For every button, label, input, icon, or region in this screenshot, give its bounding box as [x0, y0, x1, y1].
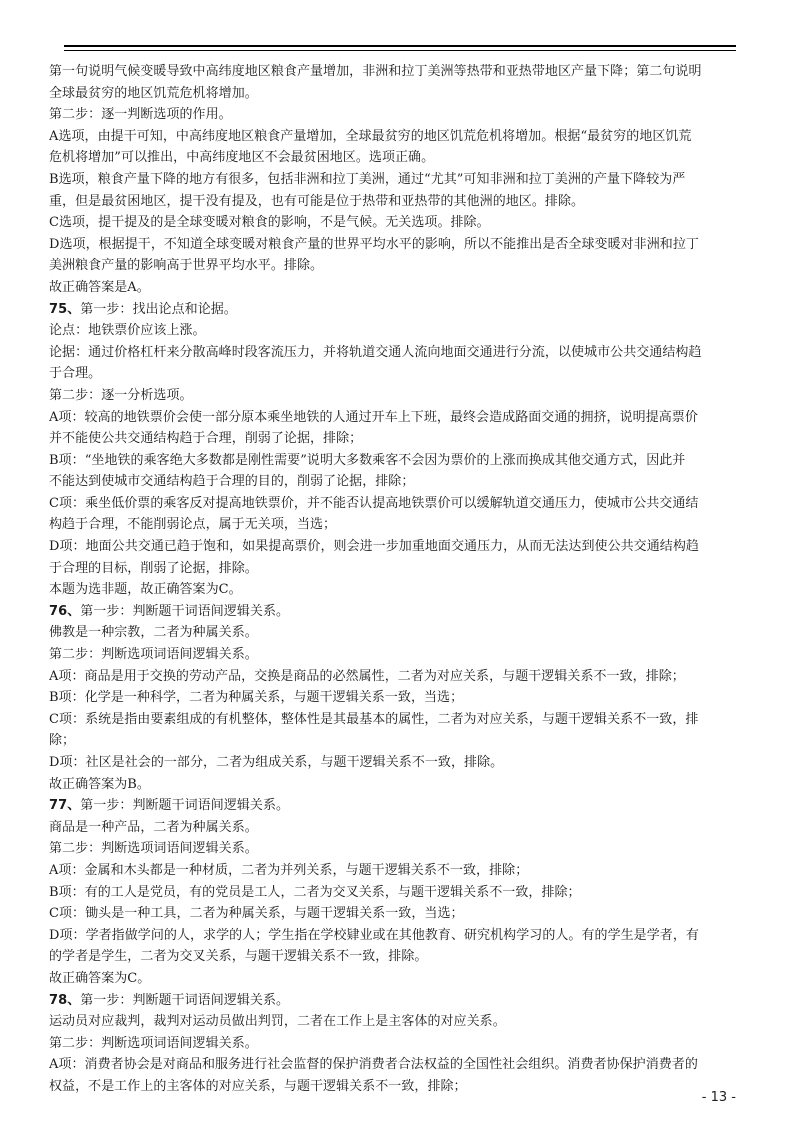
text-line: 的学者是学生，二者为交叉关系，与题干逻辑关系不一致，排除。	[49, 949, 428, 965]
text-line: A项：商品是用于交换的劳动产品，交换是商品的必然属性，二者为对应关系，与题干逻辑关系不一致，排除；	[49, 668, 685, 684]
question-step-text: 第一步：判断题干词语间逻辑关系。	[80, 798, 290, 814]
text-line: C项：锄头是一种工具，二者为种属关系，与题干逻辑关系一致，当选；	[49, 906, 464, 922]
page-number: - 13 -	[701, 1090, 736, 1105]
document-body	[49, 61, 753, 1098]
text-line: A项：较高的地铁票价会使一部分原本乘坐地铁的人通过开车上下班，最终会造成路面交通的拥挤，说明提高票价	[49, 409, 698, 425]
text-line: 故正确答案是A。	[49, 279, 150, 295]
text-line: 重，但是最贫困地区，提干没有提及，也有可能是位于热带和亚热带的其他洲的地区。排除。	[49, 193, 585, 209]
text-line: C项：乘坐低价票的乘客反对提高地铁票价，并不能否认提高地铁票价可以缓解轨道交通压力，使城市公共交通结	[49, 495, 699, 511]
text-line: 商品是一种产品，二者为种属关系。	[49, 819, 258, 835]
text-line: 第二步：判断选项词语间逻辑关系。	[49, 647, 258, 663]
text-line: C项：系统是指由要素组成的有机整体，整体性是其最基本的属性，二者为对应关系，与题干逻辑关系不一致，排	[49, 711, 699, 727]
text-line: 论点：地铁票价应该上涨。	[49, 323, 206, 339]
text-line: B选项，粮食产量下降的地方有很多，包括非洲和拉丁美洲，通过“尤其”可知非洲和拉丁美洲的产量下降较为严	[49, 171, 686, 187]
text-line: 美洲粮食产量的影响高于世界平均水平。排除。	[49, 258, 324, 274]
text-line: 除；	[49, 733, 76, 749]
text-line: 故正确答案为C。	[49, 970, 151, 986]
question-step-text: 第一步：判断题干词语间逻辑关系。	[80, 603, 290, 619]
text-line: 并不能使公共交通结构趋于合理，削弱了论据，排除；	[49, 431, 363, 447]
text-line: 第二步：判断选项词语间逻辑关系。	[49, 841, 258, 857]
text-line: 佛教是一种宗教，二者为种属关系。	[49, 625, 258, 641]
text-line: A项：金属和木头都是一种材质，二者为并列关系，与题干逻辑关系不一致，排除；	[49, 862, 529, 878]
question-heading	[49, 990, 753, 1012]
text-line: B项：有的工人是党员，有的党员是工人，二者为交叉关系，与题干逻辑关系不一致，排除；	[49, 884, 581, 900]
text-line: 运动员对应裁判，裁判对运动员做出判罚，二者在工作上是主客体的对应关系。	[49, 1014, 506, 1030]
text-line: 于合理。	[49, 366, 102, 382]
text-line: D选项，根据提干，不知道全球变暖对粮食产量的世界平均水平的影响，所以不能推出是否全球变暖对非洲和拉丁	[49, 236, 699, 252]
text-line: 于合理的目标，削弱了论据，排除。	[49, 560, 258, 576]
text-line: D项：社区是社会的一部分，二者为组成关系，与题干逻辑关系不一致，排除。	[49, 755, 504, 770]
text-line: B项：化学是一种科学，二者为种属关系，与题干逻辑关系一致，当选；	[49, 690, 464, 706]
question-number: 77、	[49, 798, 81, 814]
text-line: 论据：通过价格杠杆来分散高峰时段客流压力，并将轨道交通人流向地面交通进行分流，以使城市公共交通结构趋	[49, 344, 702, 360]
question-number: 78、	[49, 992, 81, 1008]
text-line: 危机将增加”可以推出，中高纬度地区不会最贫困地区。选项正确。	[49, 150, 435, 166]
text-line: 全球最贫穷的地区饥荒危机将增加。	[49, 85, 258, 101]
question-step-text: 第一步：判断题干词语间逻辑关系。	[80, 992, 290, 1008]
text-line: 故正确答案为B。	[49, 776, 150, 792]
text-line: 第二步：逐一分析选项。	[49, 387, 193, 403]
text-line: 本题为选非题，故正确答案为C。	[49, 582, 242, 598]
question-heading	[49, 299, 753, 321]
text-line: D项：地面公共交通已趋于饱和，如果提高票价，则会进一步加重地面交通压力，从而无法达到使公共交通结构趋	[49, 539, 699, 555]
text-line: D项：学者指做学问的人，求学的人；学生指在学校肄业或在其他教育、研究机构学习的人。有的学生是学者，有	[49, 927, 699, 943]
question-heading	[49, 601, 753, 623]
text-line: 第二步：判断选项词语间逻辑关系。	[49, 1035, 258, 1051]
question-step-text: 第一步：找出论点和论据。	[80, 301, 237, 317]
text-line: A项：消费者协会是对商品和服务进行社会监督的保护消费者合法权益的全国性社会组织。消费者协保护消费者的	[49, 1057, 698, 1073]
text-line: 第二步：逐一判断选项的作用。	[49, 107, 232, 123]
question-number: 75、	[49, 301, 81, 317]
text-line: 不能达到使城市交通结构趋于合理的目的，削弱了论据，排除；	[49, 474, 415, 490]
text-line: 第一句说明气候变暖导致中高纬度地区粮食产量增加，非洲和拉丁美洲等热带和亚热带地区产量下降；第二句说明	[49, 64, 702, 79]
question-number: 76、	[49, 603, 81, 619]
text-line: 权益，不是工作上的主客体的对应关系，与题干逻辑关系不一致，排除；	[49, 1078, 467, 1094]
question-heading	[49, 795, 753, 817]
header-rule-thick	[64, 45, 736, 47]
text-line: C选项，提干提及的是全球变暖对粮食的影响，不是气候。无关选项。排除。	[49, 215, 490, 231]
text-line: A选项，由提干可知，中高纬度地区粮食产量增加，全球最贫穷的地区饥荒危机将增加。根据“最贫穷的地区饥荒	[49, 128, 692, 144]
text-line: B项：“坐地铁的乘客绝大多数都是刚性需要”说明大多数乘客不会因为票价的上涨而换成其他交通方式，因此并	[49, 452, 686, 468]
header-rule-thin	[64, 50, 736, 51]
text-line: 构趋于合理，不能削弱论点，属于无关项，当选；	[49, 517, 337, 533]
